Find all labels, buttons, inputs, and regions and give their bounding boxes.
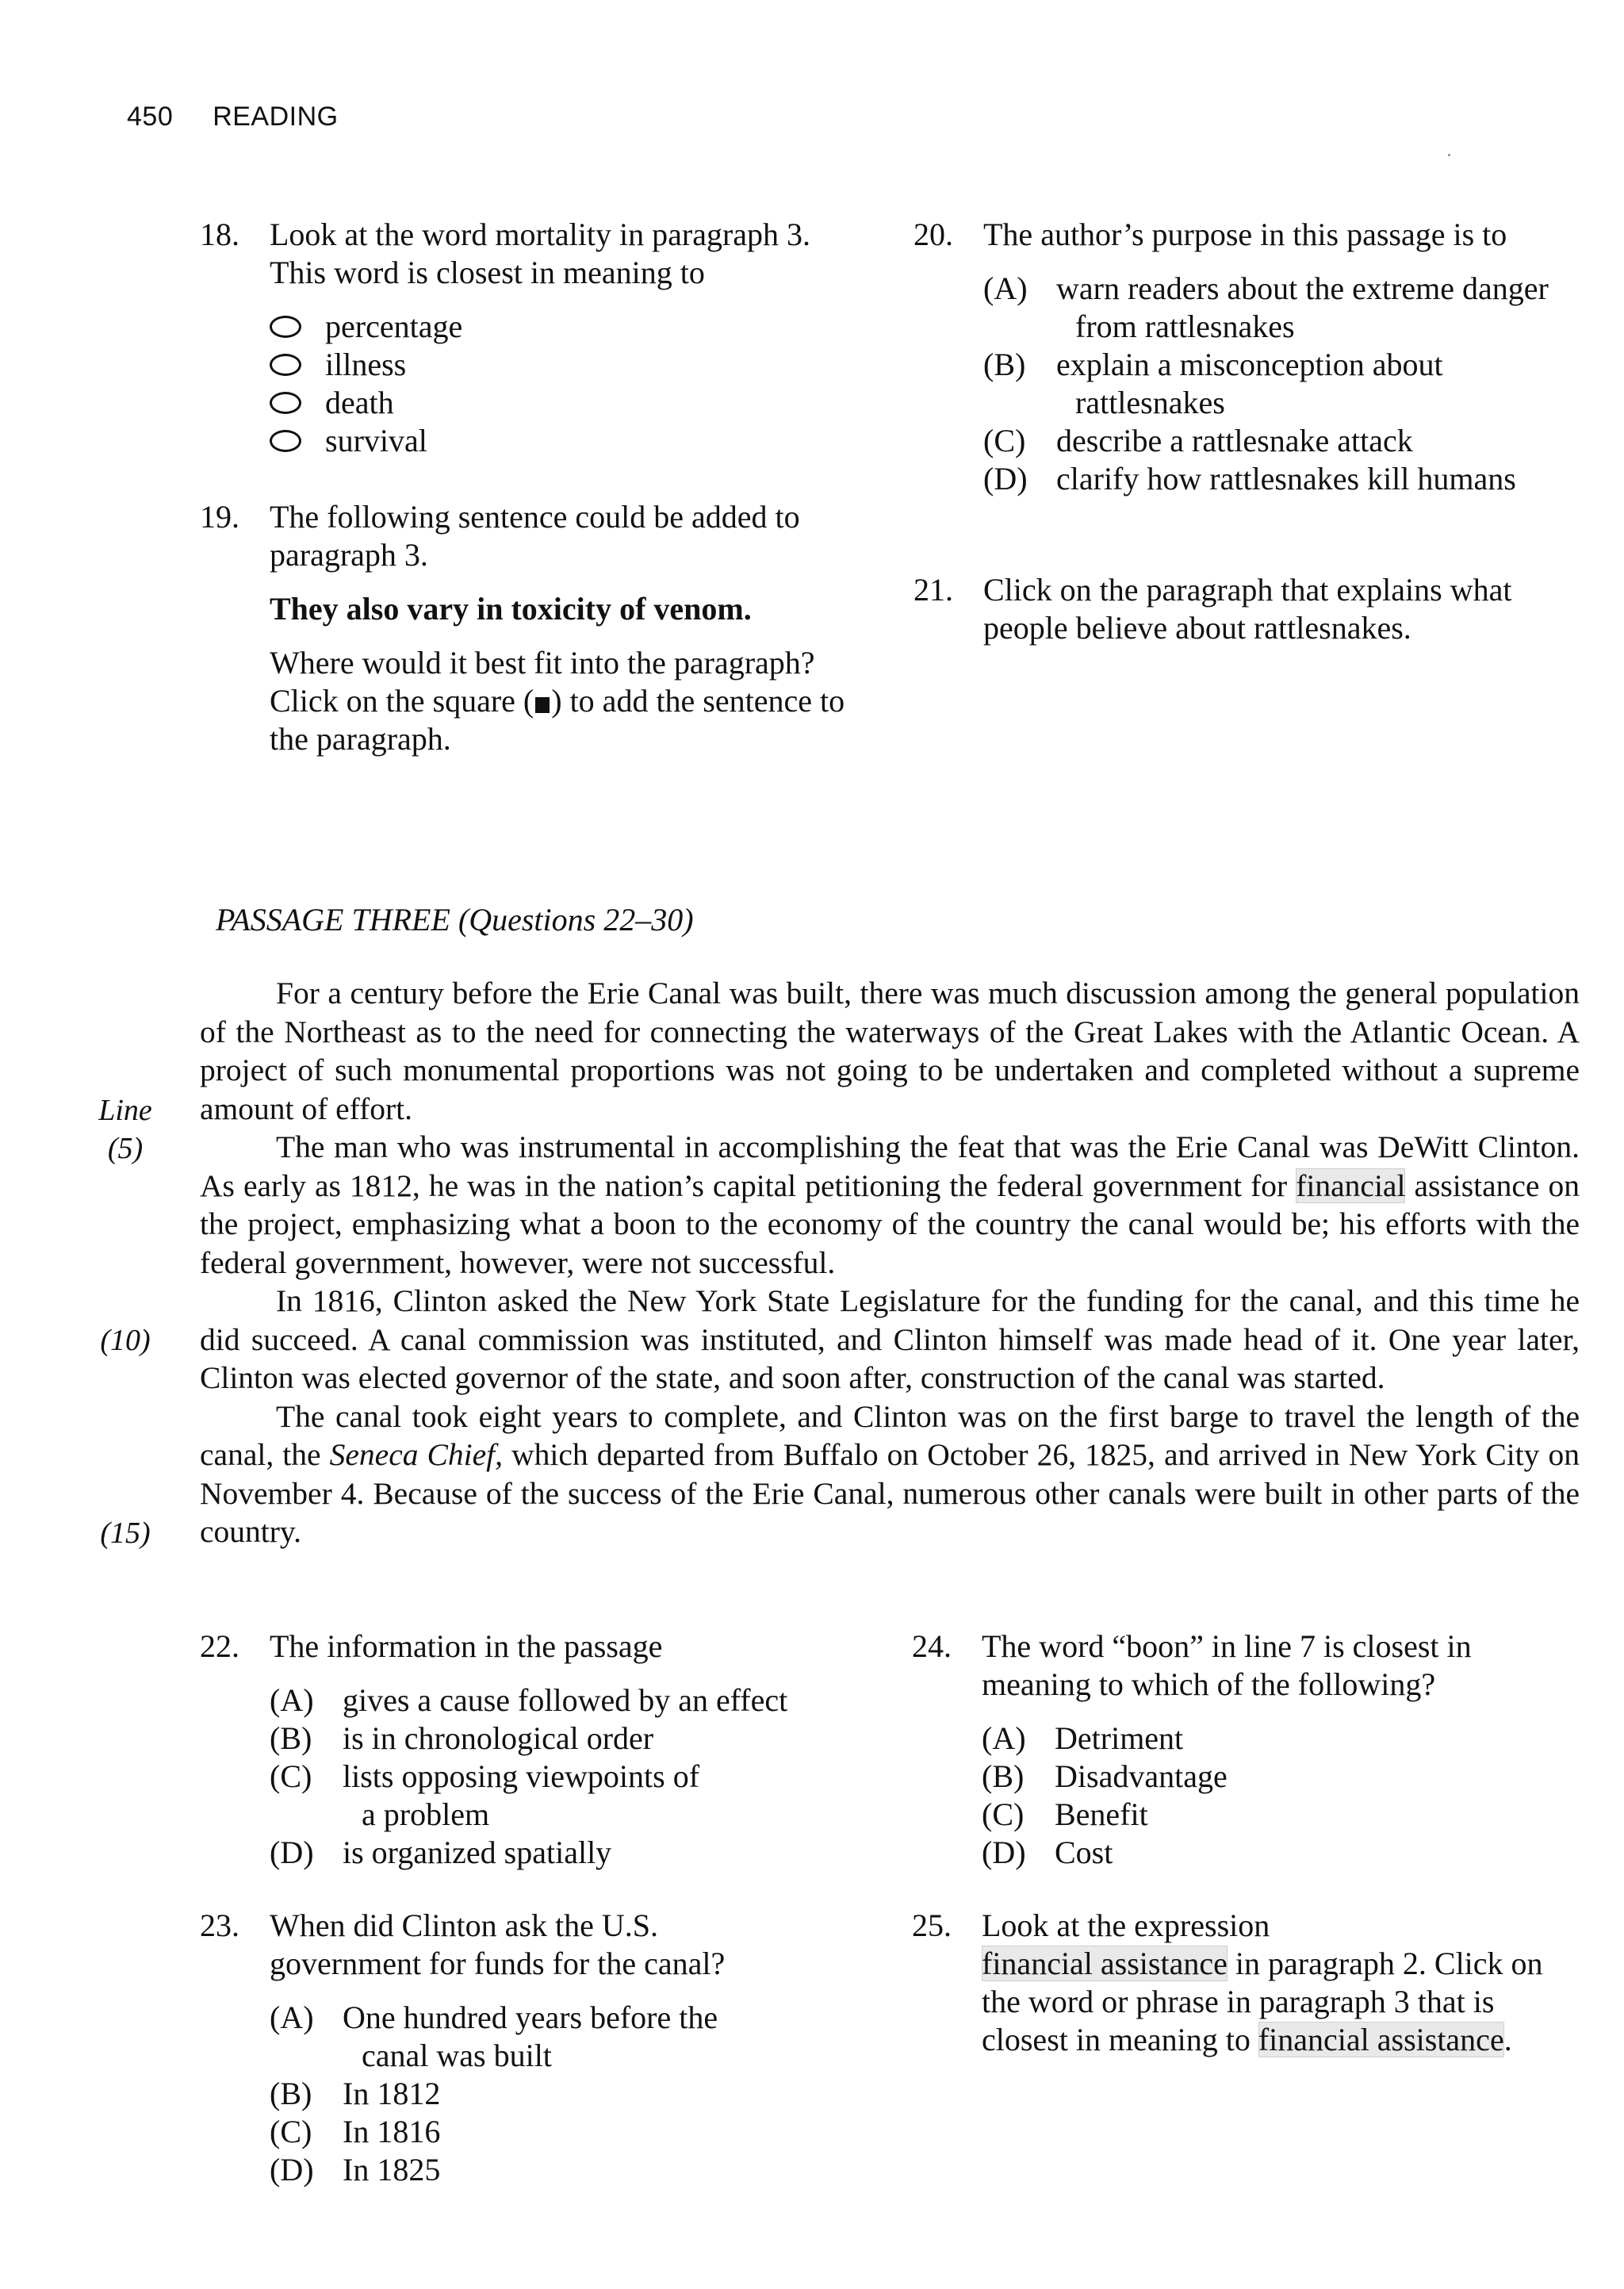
passage-paragraph-3[interactable]: In 1816, Clinton asked the New York State Legislature for the funding for the canal, and this time he did succeed. A canal commission was instituted, and Clinton himself was made head of it. One year later, Clinton was elected governor of the state, and soon after, construction of the canal was started. [200,1283,1580,1395]
section-title: READING [213,102,339,132]
highlighted-phrase: financial assistance [982,1946,1228,1981]
option-label: (C) [270,2114,312,2149]
passage-paragraph-1[interactable]: For a century before the Erie Canal was built, there was much discussion among the general population of the Northeast as to the need for connecting the waterways of the Great Lakes with the Atlantic Ocean. A project of such monumental proportions was not going to be undertaken and completed without a supreme amount of effort. [200,976,1580,1126]
option-text: clarify how rattlesnakes kill humans [1056,461,1516,497]
option-text: death [325,385,394,420]
option-text: In 1825 [343,2152,441,2187]
passage-paragraph-4[interactable] [200,1398,1580,1551]
answer-option[interactable] [270,1758,714,1834]
question-text: The author’s purpose in this passage is to [983,217,1507,252]
answer-option[interactable] [270,1681,866,1720]
page-header [127,102,339,132]
answer-option[interactable] [983,346,1580,422]
question-text-part: in paragraph 2. Click on the word or phrase in paragraph 3 that is closest in meaning to [982,1946,1543,2057]
paragraph-text: The man who was instrumental in accomplishing the feat that was the Erie Canal was DeWitt Clinton. As early as 1812, he was in the nation’s capital petitioning the federal government for [200,1129,1580,1203]
question-text: The following sentence could be added to paragraph 3. [270,499,800,573]
answer-options [200,1681,866,1872]
question-text: When did Clinton ask the U.S. government for funds for the canal? [270,1908,726,1981]
question-text-part: Look at the expression [982,1908,1270,1943]
option-label: (A) [270,1682,314,1718]
option-text: describe a rattlesnake attack [1056,423,1413,458]
option-text: is in chronological order [343,1720,654,1756]
option-label: (B) [982,1758,1025,1794]
question-18 [200,216,866,460]
question-number: 24. [912,1628,952,1664]
answer-option[interactable] [982,1834,1530,1872]
line-label: (10) [100,1324,151,1357]
option-label: (D) [270,1835,314,1870]
page-number: 450 [127,102,174,132]
option-label: (B) [270,2076,312,2111]
paragraph-text: assistance on the project, emphasizing what a boon to the economy of the country the canal would be; his efforts with the federal government, however, were not successful. [200,1168,1580,1280]
passage-paragraph-2[interactable] [200,1128,1580,1282]
question-text: Look at the word mortality in paragraph 3. This word is closest in meaning to [270,217,811,290]
option-text: warn readers about the extreme danger from rattlesnakes [1056,270,1549,344]
answer-option[interactable] [270,1999,761,2075]
answer-options [912,1720,1530,1872]
question-text: Click on the paragraph that explains what people believe about rattlesnakes. [983,572,1512,646]
answer-option[interactable] [983,270,1580,346]
question-25 [912,1907,1570,2059]
passage-title: PASSAGE THREE (Questions 22–30) [216,902,694,937]
option-text: survival [325,423,427,458]
line-label: Line [98,1094,152,1127]
option-label: (A) [982,1720,1026,1756]
instructions-text: ) to add the sentence to the paragraph. [270,683,845,757]
option-text: Cost [1055,1835,1113,1870]
option-text: percentage [325,309,463,344]
question-20 [914,216,1580,498]
question-23 [200,1907,787,2189]
option-text: lists opposing viewpoints of a problem [343,1758,700,1832]
option-label: (B) [270,1720,312,1756]
option-text: One hundred years before the canal was built [343,2000,718,2073]
question-text: The word “boon” in line 7 is closest in meaning to which of the following? [982,1628,1472,1702]
answer-option[interactable] [270,1720,866,1758]
instructions-text: Where would it best fit into the paragraph? Click on the square ( [270,645,815,719]
answer-option[interactable] [983,422,1580,460]
answer-options [200,1999,787,2189]
question-number: 23. [200,1908,239,1943]
option-text: is organized spatially [343,1835,612,1870]
option-label: (A) [270,2000,314,2035]
answer-options [200,308,866,460]
question-text: The information in the passage [270,1628,663,1664]
option-text: Detriment [1055,1720,1184,1756]
answer-option[interactable] [270,308,866,346]
question-number: 18. [200,217,239,252]
reading-passage [200,974,1580,1551]
answer-option[interactable] [983,460,1580,498]
option-text: Disadvantage [1055,1758,1228,1794]
question-19 [200,498,850,758]
question-number: 25. [912,1908,952,1943]
insert-sentence: They also vary in toxicity of venom. [270,591,752,627]
answer-option[interactable] [270,2151,787,2189]
radio-oval-icon[interactable] [270,430,301,452]
answer-option[interactable] [270,384,866,422]
answer-option[interactable] [270,2075,787,2113]
answer-option[interactable] [982,1720,1530,1758]
option-label: (D) [270,2152,314,2187]
answer-option[interactable] [270,346,866,384]
highlighted-phrase: financial assistance [1258,2022,1504,2057]
option-text: Benefit [1055,1796,1148,1832]
option-label: (C) [983,423,1026,458]
ship-name: Seneca Chief, [329,1437,504,1472]
question-text-part: . [1503,2022,1512,2057]
option-text: illness [325,347,407,382]
option-text: explain a misconception about rattlesnakes [1056,347,1443,420]
question-22 [200,1628,866,1872]
question-21 [914,571,1548,647]
line-label: (5) [107,1132,144,1165]
option-label: (C) [270,1758,312,1794]
answer-option[interactable] [270,1834,866,1872]
answer-option[interactable] [270,422,866,460]
option-label: (B) [983,347,1026,382]
question-number: 21. [914,572,953,608]
answer-options [914,270,1580,498]
option-text: In 1812 [343,2076,441,2111]
highlighted-word[interactable]: financial [1296,1168,1406,1203]
paragraph-text: which departed from Buffalo on October 26, 1825, and arrived in New York City on November 4. Because of the success of the Erie Canal, numerous other canals were built in other parts of the country. [200,1437,1580,1549]
line-label: (15) [100,1516,151,1550]
question-number: 20. [914,217,953,252]
option-text: gives a cause followed by an effect [343,1682,788,1718]
radio-oval-icon[interactable] [270,354,301,376]
option-text: In 1816 [343,2114,441,2149]
question-text [982,1907,1570,2059]
speck [1448,154,1450,156]
option-label: (A) [983,270,1028,306]
question-24 [912,1628,1530,1872]
answer-option[interactable] [270,2113,787,2151]
answer-option[interactable] [982,1758,1530,1796]
paragraph-text: The canal took eight years to complete, and Clinton was on the first barge to travel the length of the canal, the [200,1398,1580,1472]
radio-oval-icon[interactable] [270,316,301,338]
option-label: (D) [982,1835,1026,1870]
question-number: 19. [200,499,239,535]
answer-option[interactable] [982,1796,1530,1834]
radio-oval-icon[interactable] [270,392,301,414]
instructions [270,644,850,758]
option-label: (C) [982,1796,1025,1832]
question-number: 22. [200,1628,239,1664]
option-label: (D) [983,461,1028,497]
square-icon [535,697,550,713]
